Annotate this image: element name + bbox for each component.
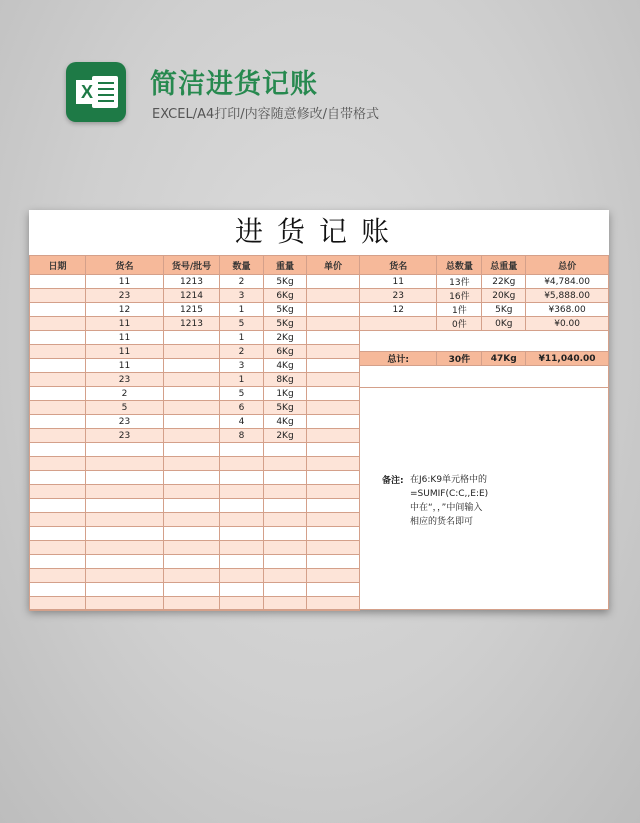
table-cell[interactable]: 5 (86, 401, 164, 415)
column-header: 货号/批号 (164, 256, 220, 275)
table-cell[interactable]: 4Kg (264, 415, 307, 429)
table-cell[interactable] (307, 457, 360, 471)
table-cell[interactable]: 6Kg (264, 345, 307, 359)
table-cell[interactable] (307, 555, 360, 569)
excel-logo-icon (66, 62, 126, 122)
table-cell[interactable] (30, 583, 86, 597)
table-cell[interactable] (307, 443, 360, 457)
table-cell[interactable]: 11 (86, 345, 164, 359)
table-row (30, 583, 360, 597)
table-cell[interactable] (220, 471, 264, 485)
table-row (30, 513, 360, 527)
table-cell[interactable] (307, 471, 360, 485)
table-cell[interactable] (220, 583, 264, 597)
table-cell[interactable] (307, 331, 360, 345)
table-cell[interactable] (307, 317, 360, 331)
table-cell[interactable] (307, 387, 360, 401)
table-cell[interactable]: 2Kg (264, 331, 307, 345)
table-cell[interactable] (164, 387, 220, 401)
table-cell[interactable]: 5Kg (264, 275, 307, 289)
table-cell[interactable] (164, 429, 220, 443)
table-cell[interactable]: 5Kg (264, 317, 307, 331)
table-cell[interactable] (164, 415, 220, 429)
table-cell[interactable]: 2 (220, 275, 264, 289)
table-cell[interactable] (30, 429, 86, 443)
table-row (30, 471, 360, 485)
table-cell[interactable]: 4Kg (264, 359, 307, 373)
table-cell[interactable]: 5Kg (264, 401, 307, 415)
table-cell[interactable] (164, 443, 220, 457)
summary-row (360, 275, 609, 289)
table-cell[interactable] (220, 499, 264, 513)
summary-row (360, 303, 609, 317)
table-cell[interactable] (164, 513, 220, 527)
column-header: 货名 (86, 256, 164, 275)
table-row (30, 457, 360, 471)
table-cell[interactable] (307, 569, 360, 583)
summary-cell[interactable]: ¥368.00 (526, 303, 609, 317)
table-cell[interactable]: 23 (86, 289, 164, 303)
table-cell[interactable] (164, 457, 220, 471)
column-header: 日期 (30, 256, 86, 275)
summary-cell[interactable] (360, 317, 437, 331)
table-cell[interactable] (264, 443, 307, 457)
table-cell[interactable] (30, 513, 86, 527)
table-row (30, 387, 360, 401)
table-row (30, 303, 360, 317)
table-cell[interactable]: 1213 (164, 275, 220, 289)
table-cell[interactable] (307, 429, 360, 443)
summary-table (359, 255, 609, 366)
note-line: 在J6:K9单元格中的 (410, 475, 488, 485)
table-cell[interactable] (307, 583, 360, 597)
note-line: 相应的货名即可 (410, 517, 474, 527)
table-row (30, 359, 360, 373)
table-cell[interactable] (86, 457, 164, 471)
table-cell[interactable] (307, 275, 360, 289)
table-cell[interactable] (307, 373, 360, 387)
summary-cell[interactable]: 22Kg (482, 275, 526, 289)
table-row (30, 429, 360, 443)
table-row (30, 401, 360, 415)
table-cell[interactable] (30, 499, 86, 513)
table-cell[interactable] (264, 485, 307, 499)
table-cell[interactable] (307, 359, 360, 373)
table-cell[interactable] (86, 443, 164, 457)
column-header: 重量 (264, 256, 307, 275)
table-cell[interactable] (30, 443, 86, 457)
table-cell[interactable] (307, 303, 360, 317)
summary-cell[interactable]: ¥5,888.00 (526, 289, 609, 303)
table-cell[interactable] (264, 569, 307, 583)
table-cell[interactable] (264, 513, 307, 527)
table-cell[interactable]: 23 (86, 415, 164, 429)
table-cell[interactable]: 1 (220, 303, 264, 317)
table-cell[interactable]: 23 (86, 429, 164, 443)
summary-row (360, 317, 609, 331)
summary-cell[interactable]: ¥4,784.00 (526, 275, 609, 289)
table-cell[interactable] (30, 303, 86, 317)
table-cell[interactable] (86, 485, 164, 499)
table-cell[interactable] (164, 331, 220, 345)
table-row (30, 527, 360, 541)
sheet-title: 进货记账 (234, 215, 403, 248)
summary-column-header: 总数量 (437, 256, 482, 275)
summary-column-header: 总价 (526, 256, 609, 275)
table-cell[interactable] (264, 499, 307, 513)
purchase-record-table (29, 255, 360, 611)
summary-total-cell[interactable]: 30件 (437, 352, 482, 366)
table-cell[interactable] (164, 569, 220, 583)
table-cell[interactable] (220, 527, 264, 541)
table-cell[interactable] (164, 359, 220, 373)
table-row (30, 345, 360, 359)
table-cell[interactable] (30, 527, 86, 541)
table-cell[interactable]: 11 (86, 317, 164, 331)
table-cell[interactable]: 5 (220, 317, 264, 331)
note-line: 中在“，，”中间输入 (410, 503, 483, 513)
table-cell[interactable] (264, 583, 307, 597)
table-cell[interactable]: 1 (220, 331, 264, 345)
table-row (30, 275, 360, 289)
summary-cell[interactable]: 13件 (437, 275, 482, 289)
table-cell[interactable]: 2Kg (264, 429, 307, 443)
table-cell[interactable] (307, 345, 360, 359)
table-cell[interactable] (220, 443, 264, 457)
table-cell[interactable] (30, 401, 86, 415)
table-cell[interactable]: 3 (220, 359, 264, 373)
table-cell[interactable]: 1 (220, 373, 264, 387)
table-cell[interactable]: 1213 (164, 317, 220, 331)
table-cell[interactable] (30, 415, 86, 429)
table-cell[interactable] (30, 387, 86, 401)
table-cell[interactable]: 6Kg (264, 289, 307, 303)
table-cell[interactable]: 3 (220, 289, 264, 303)
table-row (30, 499, 360, 513)
summary-cell[interactable]: 20Kg (482, 289, 526, 303)
table-cell[interactable] (307, 415, 360, 429)
table-cell[interactable]: 1215 (164, 303, 220, 317)
table-cell[interactable] (220, 569, 264, 583)
table-row (30, 541, 360, 555)
summary-cell[interactable]: ¥0.00 (526, 317, 609, 331)
table-row (30, 443, 360, 457)
table-row (30, 289, 360, 303)
table-cell[interactable] (86, 555, 164, 569)
table-cell[interactable] (264, 555, 307, 569)
summary-cell[interactable]: 23 (360, 289, 437, 303)
table-cell[interactable]: 8Kg (264, 373, 307, 387)
table-cell[interactable] (164, 583, 220, 597)
table-row (30, 373, 360, 387)
summary-cell[interactable]: 5Kg (482, 303, 526, 317)
table-cell[interactable]: 5Kg (264, 303, 307, 317)
table-cell[interactable]: 6 (220, 401, 264, 415)
table-cell[interactable] (307, 485, 360, 499)
table-row (30, 331, 360, 345)
table-cell[interactable] (30, 289, 86, 303)
table-cell[interactable] (86, 513, 164, 527)
page-title: 简洁进货记账 (150, 69, 318, 100)
table-cell[interactable] (307, 289, 360, 303)
table-cell[interactable] (220, 541, 264, 555)
table-cell[interactable] (220, 555, 264, 569)
table-cell[interactable] (30, 457, 86, 471)
table-cell[interactable]: 12 (86, 303, 164, 317)
table-cell[interactable] (307, 401, 360, 415)
table-row (30, 415, 360, 429)
table-cell[interactable] (30, 471, 86, 485)
summary-cell[interactable]: 12 (360, 303, 437, 317)
table-cell[interactable] (164, 471, 220, 485)
table-cell[interactable] (30, 555, 86, 569)
table-cell[interactable]: 8 (220, 429, 264, 443)
table-cell[interactable] (307, 541, 360, 555)
table-cell[interactable] (86, 541, 164, 555)
table-row (30, 555, 360, 569)
table-cell[interactable] (307, 527, 360, 541)
table-cell[interactable] (264, 527, 307, 541)
table-row (30, 485, 360, 499)
table-cell[interactable] (30, 569, 86, 583)
table-cell[interactable] (164, 527, 220, 541)
table-cell[interactable] (30, 485, 86, 499)
summary-row (360, 289, 609, 303)
table-cell[interactable] (164, 555, 220, 569)
table-cell[interactable] (30, 359, 86, 373)
summary-cell[interactable]: 0Kg (482, 317, 526, 331)
summary-cell[interactable]: 1件 (437, 303, 482, 317)
table-cell[interactable] (30, 317, 86, 331)
table-cell[interactable] (307, 513, 360, 527)
table-cell[interactable] (30, 275, 86, 289)
table-cell[interactable] (30, 373, 86, 387)
table-cell[interactable] (220, 457, 264, 471)
table-cell[interactable] (164, 345, 220, 359)
summary-spacer-row (360, 331, 609, 352)
table-cell[interactable] (307, 499, 360, 513)
summary-total-row (360, 352, 609, 366)
table-cell[interactable] (220, 485, 264, 499)
table-row (30, 317, 360, 331)
table-cell[interactable]: 11 (86, 331, 164, 345)
summary-total-cell[interactable]: 47Kg (482, 352, 526, 366)
table-cell[interactable]: 23 (86, 373, 164, 387)
table-cell[interactable]: 1Kg (264, 387, 307, 401)
table-cell[interactable] (264, 471, 307, 485)
table-cell[interactable]: 2 (220, 345, 264, 359)
summary-cell[interactable]: 11 (360, 275, 437, 289)
note-text (410, 473, 488, 529)
table-cell[interactable] (264, 457, 307, 471)
table-cell[interactable] (86, 499, 164, 513)
table-cell[interactable] (30, 345, 86, 359)
summary-cell[interactable]: 16件 (437, 289, 482, 303)
column-header: 数量 (220, 256, 264, 275)
table-cell[interactable]: 4 (220, 415, 264, 429)
table-cell[interactable] (86, 471, 164, 485)
table-cell[interactable] (164, 541, 220, 555)
note-box (359, 387, 609, 610)
table-cell[interactable]: 2 (86, 387, 164, 401)
spreadsheet-preview (29, 210, 609, 610)
summary-total-cell[interactable]: 总计: (360, 352, 437, 366)
table-row (30, 569, 360, 583)
table-cell[interactable] (86, 527, 164, 541)
table-cell[interactable] (164, 485, 220, 499)
table-cell[interactable]: 11 (86, 275, 164, 289)
table-cell[interactable] (164, 401, 220, 415)
summary-cell[interactable]: 0件 (437, 317, 482, 331)
table-cell[interactable] (86, 583, 164, 597)
table-cell[interactable]: 11 (86, 359, 164, 373)
table-cell[interactable] (86, 569, 164, 583)
table-cell[interactable] (264, 541, 307, 555)
summary-total-cell[interactable]: ¥11,040.00 (526, 352, 609, 366)
table-cell[interactable] (30, 541, 86, 555)
table-cell[interactable] (30, 331, 86, 345)
table-cell[interactable]: 1214 (164, 289, 220, 303)
note-line: =SUMIF(C:C,,E:E) (410, 489, 489, 499)
column-header: 单价 (307, 256, 360, 275)
table-cell[interactable] (164, 499, 220, 513)
table-cell[interactable] (220, 513, 264, 527)
table-cell[interactable] (164, 373, 220, 387)
summary-column-header: 货名 (360, 256, 437, 275)
page-subtitle: EXCEL/A4打印/内容随意修改/自带格式 (152, 107, 380, 122)
summary-column-header: 总重量 (482, 256, 526, 275)
table-cell[interactable]: 5 (220, 387, 264, 401)
note-label: 备注: (382, 476, 404, 486)
excel-x-glyph: X (76, 80, 98, 104)
